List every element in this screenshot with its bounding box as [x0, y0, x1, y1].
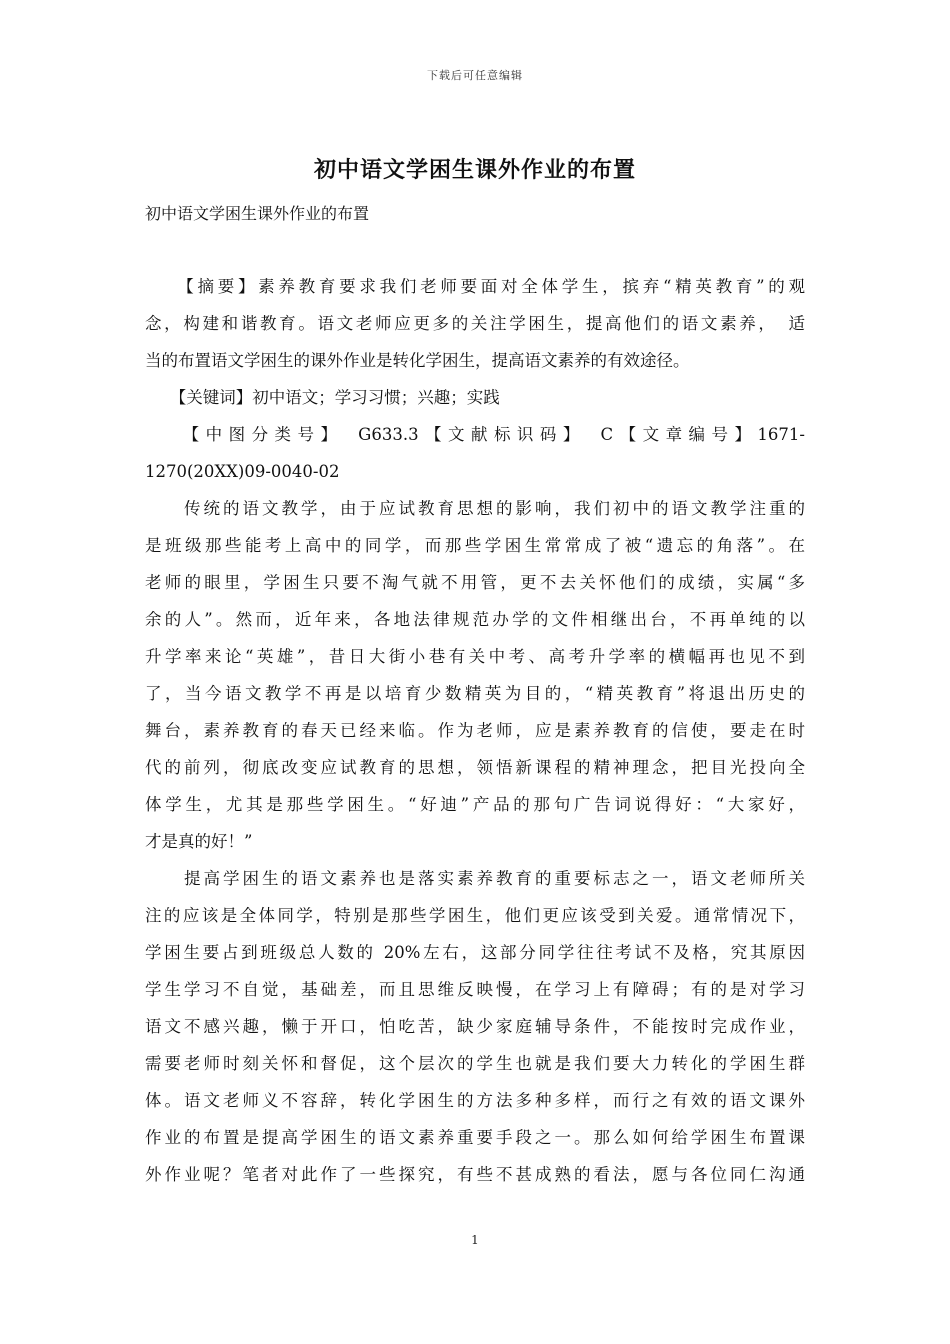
paragraph-line: 代的前列，彻底改变应试教育的思想，领悟新课程的精神理念，把目光投向全 — [145, 758, 805, 777]
paragraph-line: 学生学习不自觉，基础差，而且思维反映慢，在学习上有障碍；有的是对学习 — [145, 980, 805, 999]
abstract-line: 【摘要】素养教育要求我们老师要面对全体学生，摈弃“精英教育”的观 — [145, 277, 805, 296]
document-title: 初中语文学困生课外作业的布置 — [313, 157, 636, 183]
page-number: 1 — [471, 1233, 479, 1247]
paragraph-line: 是班级那些能考上高中的同学，而那些学困生常常成了被“遗忘的角落”。在 — [145, 536, 805, 555]
paragraph-line: 舞台，素养教育的春天已经来临。作为老师，应是素养教育的信使，要走在时 — [145, 721, 805, 740]
keywords-line: 【关键词】初中语文；学习习惯；兴趣；实践 — [145, 388, 500, 407]
body-text — [145, 268, 805, 1193]
document-subtitle: 初中语文学困生课外作业的布置 — [145, 204, 370, 223]
paragraph-line: 体。语文老师义不容辞，转化学困生的方法多种多样，而行之有效的语文课外 — [145, 1091, 805, 1110]
paragraph-line: 才是真的好！” — [145, 832, 253, 851]
paragraph-line: 了，当今语文教学不再是以培育少数精英为目的，“精英教育”将退出历史的 — [145, 684, 805, 703]
classification-line: 【中图分类号】 G633.3【文献标识码】 C【文章编号】1671- — [145, 425, 805, 444]
paragraph-line: 外作业呢？笔者对此作了一些探究，有些不甚成熟的看法，愿与各位同仁沟通 — [145, 1165, 805, 1184]
paragraph-line: 语文不感兴趣，懒于开口，怕吃苦，缺少家庭辅导条件，不能按时完成作业， — [145, 1017, 805, 1036]
paragraph-line: 学困生要占到班级总人数的 20%左右，这部分同学往往考试不及格，究其原因 — [145, 943, 805, 962]
abstract-line: 当的布置语文学困生的课外作业是转化学困生，提高语文素养的有效途径。 — [145, 351, 690, 370]
paragraph-line: 提高学困生的语文素养也是落实素养教育的重要标志之一，语文老师所关 — [145, 869, 805, 888]
paragraph-line: 传统的语文教学，由于应试教育思想的影响，我们初中的语文教学注重的 — [145, 499, 805, 518]
abstract-line: 念，构建和谐教育。语文老师应更多的关注学困生，提高他们的语文素养， 适 — [145, 314, 805, 333]
paragraph-line: 升学率来论“英雄”，昔日大街小巷有关中考、高考升学率的横幅再也见不到 — [145, 647, 805, 666]
paragraph-line: 作业的布置是提高学困生的语文素养重要手段之一。那么如何给学困生布置课 — [145, 1128, 805, 1147]
paragraph-line: 余的人”。然而，近年来，各地法律规范办学的文件相继出台，不再单纯的以 — [145, 610, 805, 629]
paragraph-line: 体学生，尤其是那些学困生。“好迪”产品的那句广告词说得好：“大家好， — [145, 795, 805, 814]
paragraph-line: 老师的眼里，学困生只要不淘气就不用管，更不去关怀他们的成绩，实属“多 — [145, 573, 805, 592]
header-note: 下载后可任意编辑 — [427, 69, 523, 82]
paragraph-line: 注的应该是全体同学，特别是那些学困生，他们更应该受到关爱。通常情况下， — [145, 906, 805, 925]
paragraph-line: 需要老师时刻关怀和督促，这个层次的学生也就是我们要大力转化的学困生群 — [145, 1054, 805, 1073]
classification-line: 1270(20XX)09-0040-02 — [145, 462, 340, 481]
